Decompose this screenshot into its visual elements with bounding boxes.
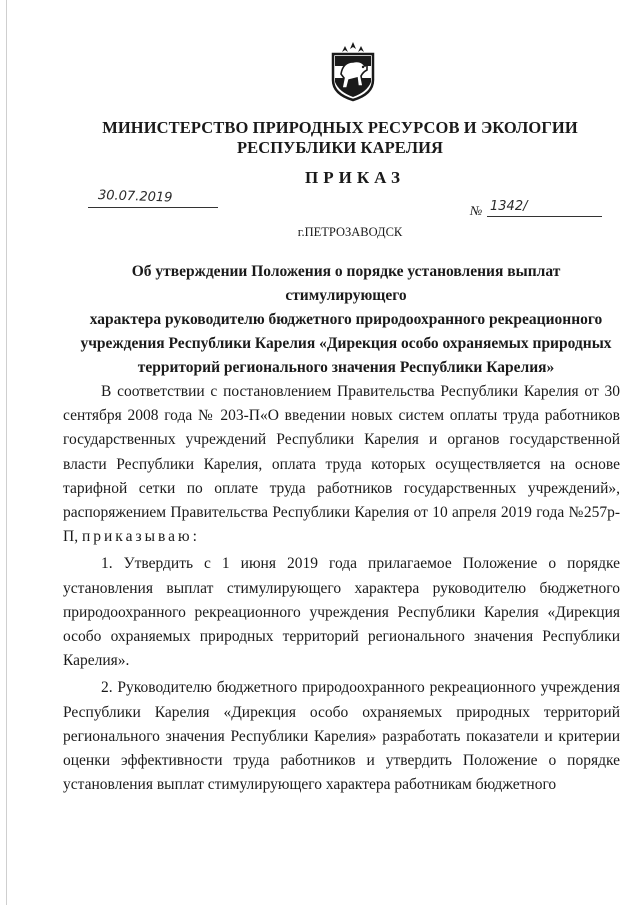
- subject-line-1: Об утверждении Положения о порядке установления выплат стимулирующего: [131, 263, 561, 304]
- order-title: ПРИКАЗ: [305, 168, 405, 187]
- number-sign: №: [470, 203, 483, 218]
- handwritten-number: 1342/: [490, 199, 528, 214]
- ministry-line-1: МИНИСТЕРСТВО ПРИРОДНЫХ РЕСУРСОВ И ЭКОЛОГИИ: [102, 118, 578, 137]
- ministry-line-2: РЕСПУБЛИКИ КАРЕЛИЯ: [236, 138, 444, 157]
- item-1-paragraph: 1. Утвердить с 1 июня 2019 года прилагаемое Положение о порядке установления выплат стимулирующего характера руководителю бюджетного природоохранного рекреационного учреждения Республики Карелия «Дирекция особо охраняемых природных территорий регионального значения Республики Карелия».: [63, 555, 620, 670]
- city-name: г.ПЕТРОЗАВОДСК: [297, 225, 403, 239]
- subject-line-4: территорий регионального значения Республики Карелия»: [137, 359, 555, 376]
- intro-paragraph: [63, 380, 620, 549]
- subject-line-2: характера руководителю бюджетного природоохранного рекреационного: [89, 311, 603, 328]
- item-2-paragraph: 2. Руководителю бюджетного природоохранного рекреационного учреждения Республики Карелия «Дирекция особо охраняемых природных территорий регионального значения Республики Карелия» разработать показатели и критерии оценки эффективности труда работников и утвердить Положение о порядке установления выплат стимулирующего характера работникам бюджетного: [63, 679, 620, 794]
- coat-of-arms-icon: [327, 40, 379, 102]
- order-subject: [72, 260, 620, 380]
- handwritten-date: 30.07.2019: [97, 188, 173, 206]
- intro-command: приказываю:: [81, 528, 200, 546]
- intro-text: В соответствии с постановлением Правительства Республики Карелия от 30 сентября 2008 года № 203-П«О введении новых систем оплаты труда работников государственных учреждений Республики Карелия и органов государственной власти Республики Карелия, оплата труда которых осуществляется на основе тарифной сетки по оплате труда работников государственных учреждений», распоряжением Правительства Республики Карелия от 10 апреля 2019 года №257р-П,: [63, 383, 620, 546]
- number-underline: [487, 216, 602, 217]
- ministry-name: [60, 118, 620, 158]
- order-body: [63, 380, 620, 797]
- date-underline: [88, 207, 218, 208]
- subject-line-3: учреждения Республики Карелия «Дирекция особо охраняемых природных: [80, 335, 612, 352]
- scan-edge-line: [6, 0, 7, 905]
